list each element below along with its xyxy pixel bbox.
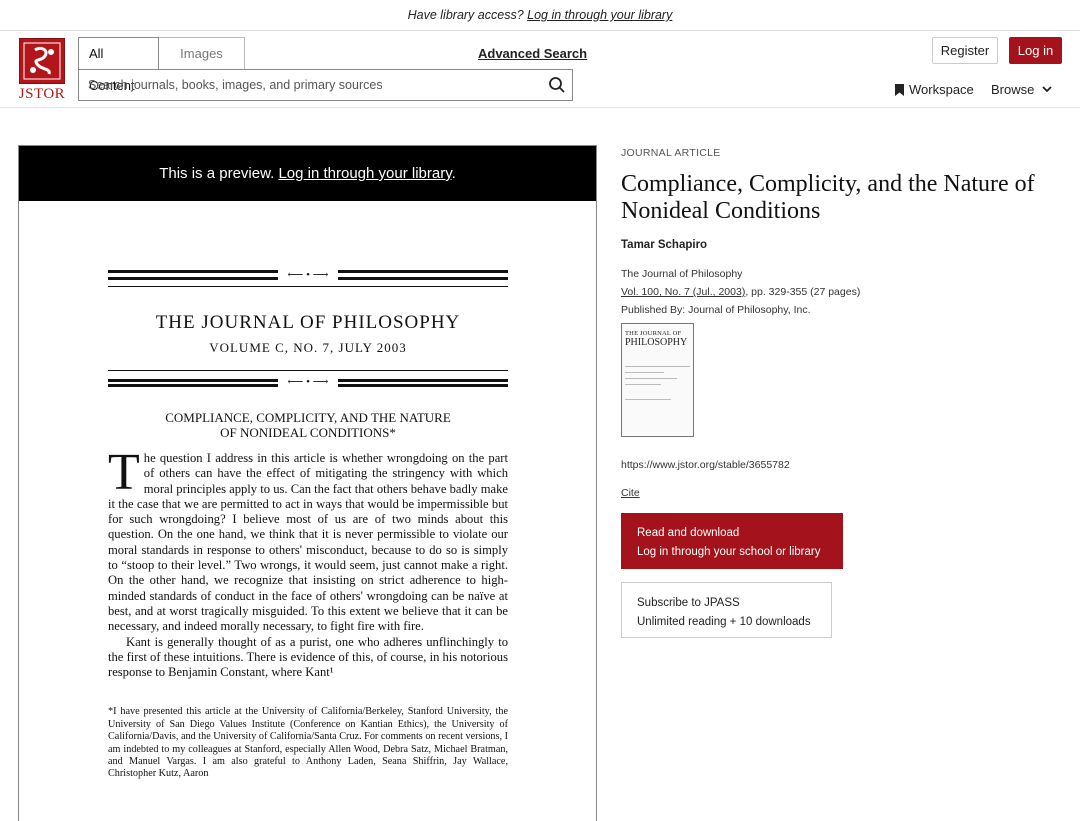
article-title: Compliance, Complicity, and the Nature of Nonideal Conditions <box>621 171 1035 224</box>
stable-url: https://www.jstor.org/stable/3655782 <box>621 459 790 471</box>
library-login-link[interactable]: Log in through your library <box>527 8 673 22</box>
browse-label: Browse <box>991 82 1035 97</box>
journal-heading: THE JOURNAL OF PHILOSOPHY <box>155 312 461 333</box>
journal-cover-image[interactable] <box>621 323 694 437</box>
paragraph-1: he question I address in this article is whether wrongdoing on the part of others can have the effect of mitigating the stringency with which moral principles apply to us. Can the fact that others behave badly make it the case that we are permitted to act in ways that would be impermissible but for such wrongdoing? I believe most of us are of two minds about this question. On the one hand, we think that it is never permissible to violate our moral standards in response to others' misconduct, because to do so is simply to “stoop to their level.” Two wrongs, it would seem, just cannot make a right. On the other hand, we recognize that insisting on strict adherence to high-minded standards of conduct in the face of others' wrongdoing can be naïve at best, and at worst tragically misguided. To this extent we believe that it can be necessary, and indeed morally necessary, to fight fire with fire. <box>108 451 508 634</box>
login-button[interactable]: Log in <box>1009 37 1062 64</box>
tab-images[interactable]: Images <box>159 37 245 69</box>
issue-info <box>621 283 1051 301</box>
bookmark-icon <box>895 84 904 96</box>
site-header <box>0 31 1080 108</box>
drop-cap: T <box>108 444 140 501</box>
search-icon[interactable] <box>548 76 566 94</box>
chevron-down-icon <box>1042 86 1052 93</box>
advanced-search-link[interactable]: Advanced Search <box>478 46 588 61</box>
preview-login-link[interactable]: Log in through your library <box>278 165 452 182</box>
journal-name[interactable]: The Journal of Philosophy <box>621 268 743 280</box>
page-range: , pp. 329-355 (27 pages) <box>745 286 861 298</box>
footnote: *I have presented this article at the University of California/Berkeley, Stanford University, the University of San Diego Values Institute (Conference on Kantian Ethics), the University of California/Davis, and the University of California/Santa Cruz. For comments on recent versions, I am indebted to my colleagues at Stanford, especially Allen Wood, Debra Satz, Michael Bratman, and Manuel Vargas. I am also grateful to Anthony Laden, Seana Shiffrin, Jay Wallace, Christopher Kutz, Aaron <box>108 706 508 780</box>
article-body <box>108 444 508 635</box>
jpass-subtitle: Unlimited reading + 10 downloads <box>637 616 811 628</box>
workspace-link[interactable] <box>895 82 974 97</box>
jstor-emblem-icon <box>19 38 65 84</box>
read-download-title: Read and download <box>637 527 740 539</box>
article-title-line-2: OF NONIDEAL CONDITIONS* <box>220 425 396 440</box>
article-preview <box>18 145 597 821</box>
preview-page <box>108 266 508 781</box>
read-download-button[interactable] <box>621 513 843 569</box>
library-access-banner <box>0 0 1080 31</box>
issue-link[interactable]: Vol. 100, No. 7 (Jul., 2003) <box>621 286 746 298</box>
jpass-title: Subscribe to JPASS <box>637 597 740 609</box>
content-type-label: JOURNAL ARTICLE <box>621 147 721 159</box>
top-rule: ⟵ • ⟶ <box>108 266 508 288</box>
volume-heading: VOLUME C, NO. 7, JULY 2003 <box>209 340 407 355</box>
preview-banner <box>19 146 596 201</box>
search-input[interactable] <box>79 70 519 100</box>
read-download-subtitle: Log in through your school or library <box>637 546 821 558</box>
jpass-subscribe-button[interactable] <box>621 582 832 638</box>
bottom-rule: ⟵ • ⟶ <box>108 370 508 392</box>
cover-title-line-2: PHILOSOPHY <box>625 337 688 348</box>
browse-menu[interactable] <box>991 82 1052 97</box>
preview-notice: This is a preview. <box>159 165 275 182</box>
cover-title-line-1: THE JOURNAL OF <box>625 330 682 337</box>
tab-all-content[interactable]: All Content <box>78 37 159 69</box>
access-prompt: Have library access? <box>407 8 524 22</box>
workspace-label: Workspace <box>909 82 974 97</box>
author-name[interactable]: Tamar Schapiro <box>621 239 708 251</box>
logo-wordmark: JSTOR <box>18 86 66 102</box>
search-scope-tabs <box>78 37 245 93</box>
register-button[interactable]: Register <box>932 37 998 64</box>
article-title-line-1: COMPLIANCE, COMPLICITY, AND THE NATURE <box>165 410 451 425</box>
preview-article-title <box>108 410 508 440</box>
preview-punctuation: . <box>451 165 456 182</box>
jstor-logo[interactable] <box>18 38 66 104</box>
search-box <box>78 69 573 101</box>
publisher: Published By: Journal of Philosophy, Inc. <box>621 304 811 316</box>
article-metadata <box>621 147 1051 628</box>
paragraph-2: Kant is generally thought of as a purist, one who adheres unflinchingly to the first of these intuitions. There is evidence of this, of course, in his notorious response to Benjamin Constant, where Kant¹ <box>108 634 508 680</box>
cite-link[interactable]: Cite <box>621 487 640 499</box>
